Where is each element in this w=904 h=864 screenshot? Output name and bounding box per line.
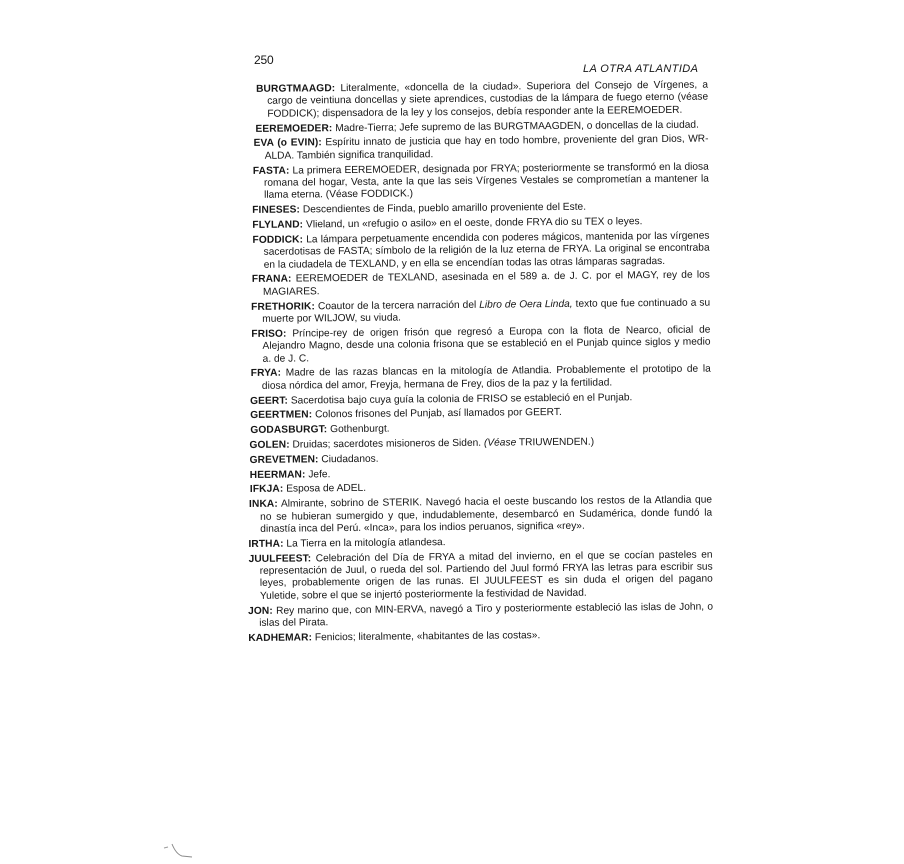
glossary-entry [248,601,713,630]
entry-term: INKA: [248,498,278,511]
entry-definition: La Tierra en la mitología atlandesa. [286,536,446,550]
glossary-entry [253,161,709,203]
entry-definition: EEREMOEDER de TEXLAND, asesinada en el 589 a. de J. C. por el MAGY, rey de los MAGIARES. [262,269,710,298]
glossary-entry [251,324,710,366]
glossary-entry [250,465,712,482]
glossary-entry [252,216,709,233]
glossary-entry [252,201,709,218]
glossary-entry [250,391,711,408]
glossary-entry [251,364,711,393]
entry-term: HEERMAN: [249,469,306,481]
entry-term: FLYLAND: [252,219,304,231]
glossary-entry [252,270,710,299]
entry-definition: Jefe. [308,468,331,481]
entry-definition: Fenicios; literalmente, «habitantes de las costas». [314,630,541,644]
glossary-entry [249,495,712,537]
entry-definition: Almirante, sobrino de STERIK. Navegó hacia el oeste buscando los restos de la Atlandia que no se hubieran sumergido y que, indudablemente, desembarcó en Sudamérica, donde fundó la dinastía inca del Perú. «Inca», para los indios peruanos, significa «rey». [260,494,713,535]
glossary-entry [250,421,711,438]
entry-definition: Sacerdotisa bajo cuya guía la colonia de FRISO se estableció en el Punjab. [290,391,633,407]
entry-definition: Druidas; sacerdotes misioneros de Siden. (Véase TRIUWENDEN.) [292,436,595,451]
glossary [243,80,713,648]
glossary-entry [254,134,709,163]
entry-term: BURGTMAAGD: [255,83,336,95]
entry-term: FRYA: [250,368,282,380]
entry-definition: La lámpara perpetuamente encendida con poderes mágicos, mantenida por las vírgenes sacerdotisas de FASTA; símbolo de la religión de la luz eterna de FRYA. La original se encontraba en la ciudadela de TEXLAND, y en ella se encendían todas las otras lámparas sagradas. [263,230,710,271]
glossary-entry [250,450,712,467]
entry-term: GEERTMEN: [250,409,313,422]
entry-term: EVA (o EVIN): [253,137,322,150]
glossary-entry [256,80,708,122]
entry-term: EEREMOEDER: [255,122,333,135]
entry-definition: Gothenburgt. [330,423,390,436]
entry-definition: Madre de las razas blancas en la mitología de Atlandia. Probablemente el prototipo de la diosa nórdica del amor, Freyja, hermana de Frey, dios de la paz y la fertilidad. [261,363,711,392]
entry-term: FRANA: [251,273,292,286]
entry-term: GREVETMEN: [249,454,319,466]
entry-definition: Esposa de ADEL. [286,483,367,496]
entry-term: KADHEMAR: [248,632,313,644]
entry-definition: Madre-Tierra; Jefe supremo de las BURGTMAAGDEN, o doncellas de la ciudad. [335,119,699,134]
entry-term: FRETHORIK: [251,300,316,313]
glossary-entry [255,119,708,136]
entry-definition: Coautor de la tercera narración del Libro de Oera Linda, texto que fue continuado a su muerte por WILJOW, su viuda. [262,297,711,325]
entry-term: GEERT: [249,395,289,407]
glossary-entry [249,436,711,453]
entry-term: FINESES: [252,204,301,217]
glossary-entry [250,480,712,497]
glossary-entry [248,534,712,551]
scan-smudge-mark [162,842,196,858]
entry-term: FASTA: [252,165,290,177]
glossary-entry [252,230,709,272]
entry-definition: Rey marino que, con MIN-ERVA, navegó a Tiro y posteriormente estableció las islas de John, o islas del Pirata. [259,601,714,629]
entry-term: GOLEN: [249,439,290,451]
entry-definition: Descendientes de Finda, pueblo amarillo proveniente del Este. [302,201,587,216]
entry-term: IFKJA: [249,484,284,496]
running-head: LA OTRA ATLANTIDA [583,63,699,75]
entry-definition: Príncipe-rey de origen frisón que regresó a Europa con la flota de Nearco, oficial de Alejandro Magno, desde una colonia frisona que se estableció en el Punjab quince siglos y medio a. de J. C. [262,324,711,365]
entry-term: FRISO: [251,328,287,340]
entry-term: FODDICK: [252,234,304,246]
entry-definition: Espíritu innato de justicia que hay en todo hombre, proveniente del gran Dios, WR-ALDA. También significa tranquilidad. [264,133,709,162]
glossary-entry [251,297,710,326]
page-number: 250 [254,53,274,67]
glossary-entry [248,628,713,645]
glossary-entry [249,549,713,603]
glossary-entry [250,406,711,423]
entry-term: JON: [248,605,273,617]
entry-definition: Vlieland, un «refugio o asilo» en el oeste, donde FRYA dio su TEX o leyes. [305,216,643,231]
entry-definition: Colonos frisones del Punjab, así llamados por GEERT. [315,407,562,421]
entry-term: JUULFEEST: [248,552,312,565]
entry-term: IRTHA: [248,538,284,550]
entry-definition: Ciudadanos. [321,453,379,466]
entry-term: GODASBURGT: [250,424,328,437]
entry-definition: Celebración del Día de FRYA a mitad del invierno, en el que se cocían pasteles en representación de Juul, o rueda del sol. Partiendo del Juul formó FRYA las letras para escribir sus leyes, probablemente origen de las runas. El JUULFEEST es sin duda el origen del pagano Yuletide, sobre el que se injertó posteriormente la festividad de Navidad. [259,549,713,602]
entry-definition: La primera EEREMOEDER, designada por FRYA; posteriormente se transformó en la diosa romana del hogar, Vesta, ante la que las seis Vírgenes Vestales se comprometían a mantener la llama eterna. (Véase FODDICK.) [263,161,709,202]
entry-definition: Literalmente, «doncella de la ciudad». Superiora del Consejo de Vírgenes, a cargo de veintiuna doncellas y siete aprendices, custodias de la lámpara de fuego eterno (véase FODDICK); dispensadora de la ley y los consejos, debía responder ante la EEREMOEDER. [267,79,709,120]
